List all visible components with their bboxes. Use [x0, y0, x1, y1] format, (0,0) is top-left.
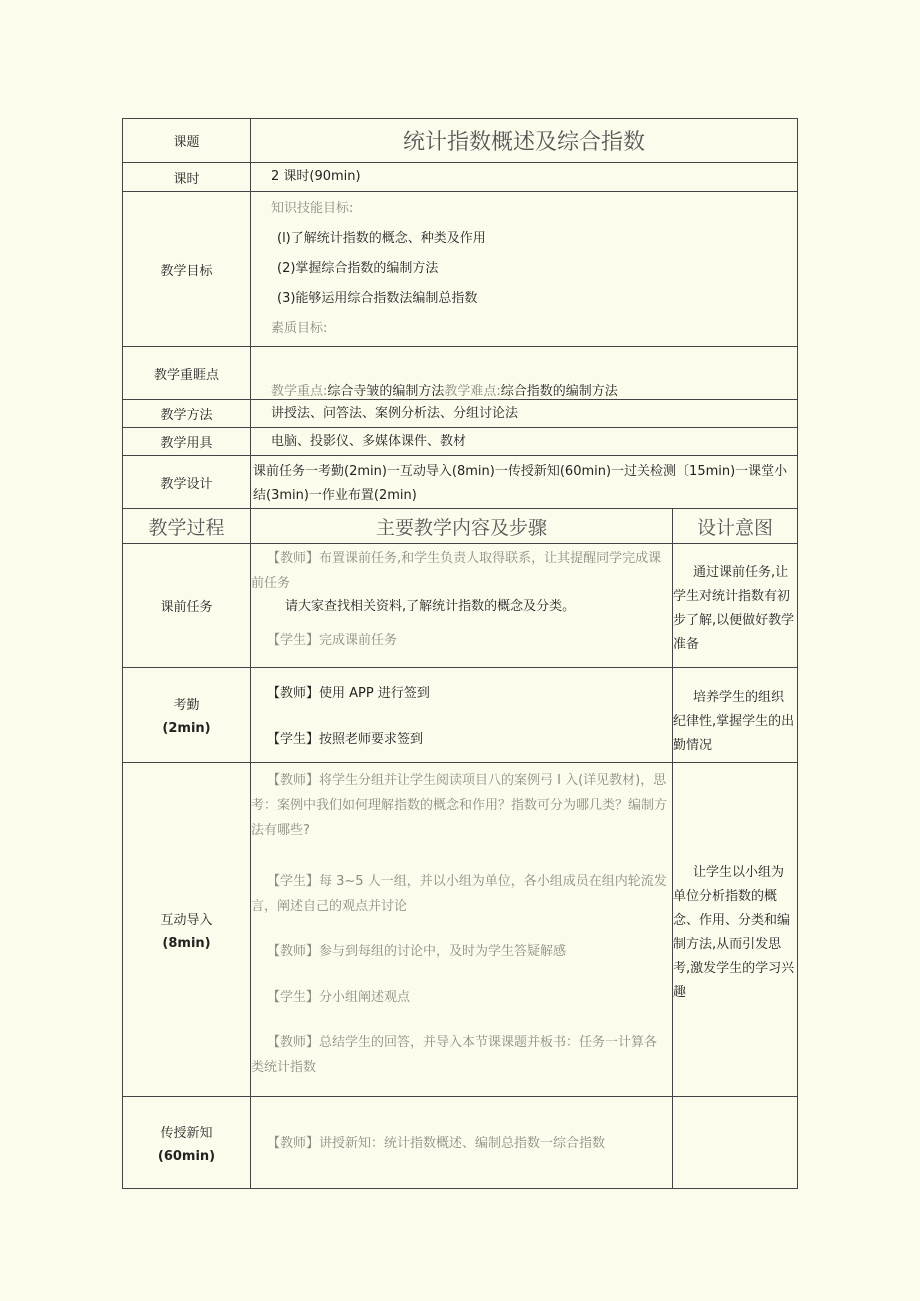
content-paragraph — [251, 939, 670, 964]
lesson-plan-table — [122, 118, 798, 1189]
goal-item: (3)能够运用综合指数法编制总指数 — [277, 291, 478, 306]
content-text: 布置课前任务,和学生负责人取得联系，让其提醒同学完成课前任务 — [251, 551, 662, 591]
goal-item: (l)了解统计指数的概念、种类及作用 — [277, 231, 486, 246]
stage-purpose: 培养学生的组织纪律性,掌握学生的出勤情况 — [673, 690, 795, 753]
role-tag: 【教师】 — [267, 551, 320, 566]
design-label: 教学设计 — [123, 456, 251, 508]
key-points-label: 教学重睚点 — [123, 347, 251, 399]
content-paragraph — [251, 1030, 670, 1080]
stage-time: (2min) — [162, 721, 211, 736]
method-value: 讲授法、问答法、案例分析法、分组讨论法 — [271, 406, 519, 421]
stage-name: 传授新知 — [160, 1125, 213, 1141]
process-header-purpose: 设计意图 — [696, 516, 773, 539]
stage-cell — [123, 544, 251, 667]
stage-cell — [123, 668, 251, 762]
method-label: 教学方法 — [123, 400, 251, 427]
tools-value: 电脑、投影仪、多媒体课件、教材 — [271, 434, 467, 449]
content-text: 请大家查找相关资料,了解统计指数的概念及分类。 — [285, 599, 576, 614]
row-hours — [122, 163, 798, 192]
row-key-points — [122, 347, 798, 400]
role-tag: 【学生】 — [267, 874, 320, 889]
role-tag: 【教师】 — [267, 944, 320, 959]
tools-label: 教学用具 — [123, 428, 251, 455]
content-paragraph — [251, 869, 670, 919]
role-tag: 【教师】 — [267, 1136, 320, 1151]
content-paragraph — [251, 546, 670, 596]
content-paragraph — [251, 985, 670, 1010]
row-design — [122, 456, 798, 509]
stage-purpose-cell — [673, 1097, 797, 1188]
stage-name: 互动导入 — [160, 912, 213, 928]
row-method — [122, 400, 798, 428]
difficulty-label: 教学难点: — [444, 384, 501, 399]
row-tools — [122, 428, 798, 456]
goal-item: (2)掌握综合指数的编制方法 — [277, 261, 439, 276]
stage-purpose-cell — [673, 544, 797, 667]
content-text: 每 3~5 人一组，并以小组为单位，各小组成员在组内轮流发言，阐述自己的观点并讨论 — [251, 874, 667, 914]
role-tag: 【教师】 — [267, 686, 320, 701]
hours-value: 2 课时(90min) — [271, 169, 361, 184]
stage-cell — [123, 1097, 251, 1188]
key-points-line — [271, 380, 618, 399]
row-goals — [122, 192, 798, 347]
stage-name: 课前任务 — [160, 600, 213, 615]
stage-purpose-cell — [673, 668, 797, 762]
design-value: 课前任务一考勤(2min)一互动导入(8min)一传授新知(60min)一过关检测〔15min)一课堂小结(3min)一作业布置(2min) — [253, 464, 788, 503]
process-header-content: 主要教学内容及步骤 — [251, 509, 673, 543]
content-text: 按照老师要求签到 — [319, 732, 424, 747]
content-text: 讲授新知：统计指数概述、编制总指数一综合指数 — [319, 1136, 606, 1151]
stage-content — [251, 544, 673, 667]
stage-purpose-cell — [673, 763, 797, 1096]
quality-heading: 素质目标: — [271, 321, 328, 336]
difficulty-value: 综合指数的编制方法 — [500, 384, 618, 399]
topic-label: 课题 — [123, 119, 251, 162]
role-tag: 【学生】 — [267, 990, 320, 1005]
content-paragraph — [251, 1131, 670, 1156]
content-paragraph — [251, 768, 670, 843]
stage-time: (60min) — [157, 1148, 216, 1164]
role-tag: 【教师】 — [267, 1035, 320, 1050]
content-text: 参与到每组的讨论中，及时为学生答疑解感 — [319, 944, 567, 959]
content-text: 分小组阐述观点 — [319, 990, 411, 1005]
stage-content — [251, 1097, 673, 1188]
content-paragraph — [251, 681, 670, 706]
topic-title: 统计指数概述及综合指数 — [402, 130, 645, 155]
goals-content — [251, 192, 797, 346]
process-header — [122, 509, 798, 544]
content-text: 总结学生的回答，并导入本节课课题并板书：任务一计算各类统计指数 — [251, 1035, 658, 1075]
key-value: 综合寺皱的编制方法 — [327, 384, 445, 399]
content-text: 使用 APP 进行签到 — [319, 686, 430, 701]
content-paragraph — [251, 628, 670, 653]
stage-purpose: 通过课前任务,让学生对统计指数有初步了解,以便做好教学准备 — [673, 565, 795, 652]
content-paragraph — [251, 594, 670, 619]
key-points-content — [251, 347, 797, 399]
process-row-pretask — [122, 544, 798, 668]
content-text: 完成课前任务 — [319, 633, 398, 648]
role-tag: 【学生】 — [267, 732, 320, 747]
stage-name: 考勤 — [173, 698, 200, 713]
stage-content — [251, 668, 673, 762]
role-tag: 【学生】 — [267, 633, 320, 648]
stage-cell — [123, 763, 251, 1096]
content-text: 将学生分组并让学生阅读项目八的案例弓 I 入(详见教材)，思考：案例中我们如何理解指数的概念和作用？指数可分为哪几类？编制方法有哪些? — [251, 773, 668, 838]
role-tag: 【教师】 — [267, 773, 320, 788]
process-row-new-knowledge — [122, 1097, 798, 1189]
process-row-attendance — [122, 668, 798, 763]
goals-label: 教学目标 — [123, 192, 251, 346]
row-topic — [122, 118, 798, 163]
hours-label: 课时 — [123, 163, 251, 191]
knowledge-heading: 知识技能目标: — [271, 201, 354, 216]
content-paragraph — [251, 727, 670, 752]
process-header-stage: 教学过程 — [123, 509, 251, 543]
process-row-interaction — [122, 763, 798, 1097]
stage-content — [251, 763, 673, 1096]
key-label: 教学重点: — [271, 384, 328, 399]
stage-purpose: 让学生以小组为单位分析指数的概念、作用、分类和编制方法,从而引发思考,激发学生的学习兴趣 — [673, 865, 795, 1000]
stage-time: (8min) — [162, 935, 211, 951]
